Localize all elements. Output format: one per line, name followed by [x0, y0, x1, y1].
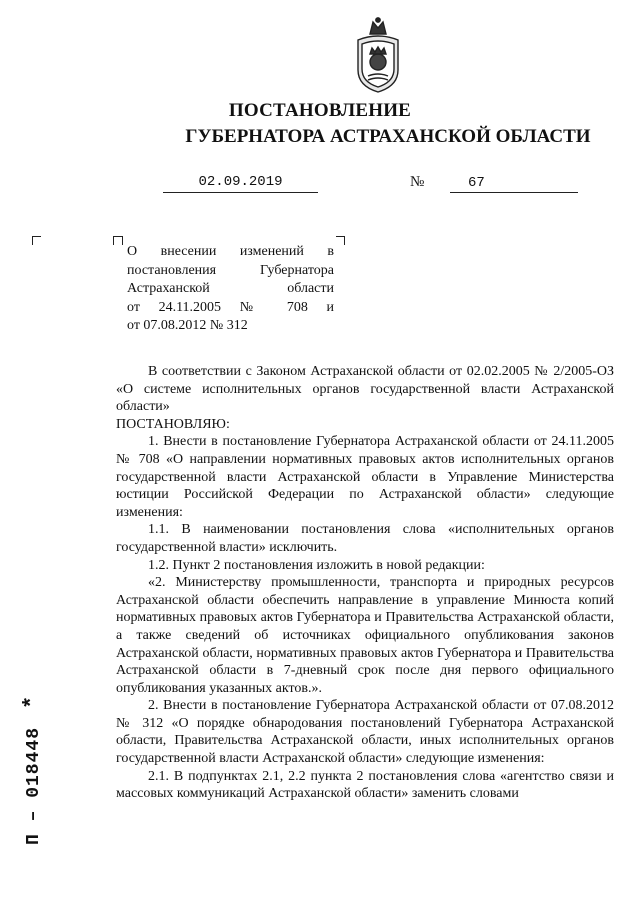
document-body	[116, 363, 614, 803]
subject-corner-mark-left-inner	[118, 236, 123, 245]
serial-number: П – 018448	[24, 726, 44, 845]
subject-line: от 24.11.2005 № 708 и	[127, 299, 334, 315]
body-paragraph: В соответствии с Законом Астраханской области от 02.02.2005 № 2/2005-ОЗ «О системе исполнительных органов государственной власти Астраханской области»	[116, 364, 614, 415]
document-number: 67	[468, 175, 485, 191]
subject-corner-mark-right	[336, 236, 345, 245]
serial-stamp	[20, 695, 45, 845]
body-paragraph: 1.2. Пункт 2 постановления изложить в новой редакции:	[148, 557, 485, 573]
margin-corner-mark	[32, 236, 41, 245]
subject-line: О внесении изменений в	[127, 244, 334, 259]
number-sign: №	[410, 174, 425, 190]
document-subject	[127, 243, 334, 336]
resolution-heading: ПОСТАНОВЛЯЮ:	[116, 416, 230, 432]
body-paragraph: 2. Внести в постановление Губернатора Астраханской области от 07.08.2012 № 312 «О порядке обнародования постановлений Губернатора Астраханской области, Правительства Астраханской области, иных исполнительных органов государственной власти Астраханской области» следующие изменения:	[116, 698, 614, 767]
document-title: ПОСТАНОВЛЕНИЕ	[228, 100, 412, 121]
body-paragraph: 1.1. В наименовании постановления слова «исполнительных органов государственной власти» исключить.	[116, 522, 614, 555]
subject-line: постановления Губернатора	[127, 262, 334, 278]
subject-line: от 07.08.2012 № 312	[127, 318, 248, 333]
document-number-field	[450, 174, 578, 193]
document-date: 02.09.2019	[163, 174, 318, 193]
coat-of-arms-emblem	[348, 14, 408, 94]
body-paragraph: 2.1. В подпунктах 2.1, 2.2 пункта 2 постановления слова «агентство связи и массовых коммуникаций Астраханской области» заменить словами	[116, 768, 614, 802]
star-mark: *	[20, 694, 45, 709]
subject-line: Астраханской области	[127, 281, 334, 296]
body-paragraph: 1. Внести в постановление Губернатора Астраханской области от 24.11.2005 № 708 «О направлении нормативных правовых актов исполнительных органов государственной власти Астраханской области в Управление Министерства юстиции Российской Федерации по Астраханской области» следующие изменения:	[116, 434, 614, 520]
document-issuer: ГУБЕРНАТОРА АСТРАХАНСКОЙ ОБЛАСТИ	[185, 126, 591, 147]
body-paragraph: «2. Министерству промышленности, транспорта и природных ресурсов Астраханской области обеспечить направление в управление Минюста копий нормативных правовых актов Губернатора и Правительства Астраханской области, а также сведений об источниках официального опубликования законов Астраханской области, нормативных правовых актов Губернатора и Правительства Астраханской области в 7-дневный срок после дня первого официального опубликования указанных актов.».	[116, 575, 614, 696]
